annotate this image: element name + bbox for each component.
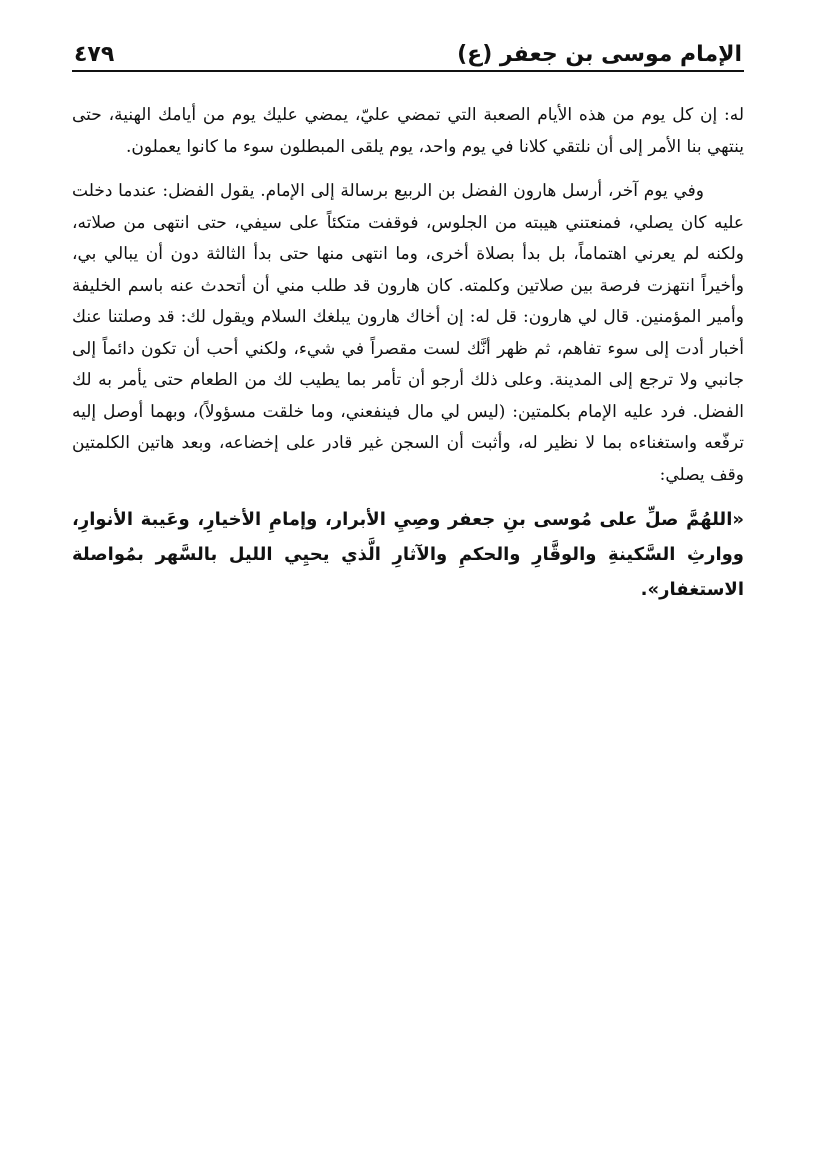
body-text bbox=[72, 100, 744, 607]
running-title: الإمام موسى بن جعفر (ع) bbox=[457, 42, 742, 67]
paragraph-2: وفي يوم آخر، أرسل هارون الفضل بن الربيع برسالة إلى الإمام. يقول الفضل: عندما دخلت عليه كان يصلي، فمنعتني هيبته من الجلوس، فوقفت متكئاً على سيفي، حتى انتهى من صلاته، ولكنه لم يعرني اهتماماً، بل بدأ بصلاة أخرى، وما انتهى منها حتى بدأ الثالثة دون أن يبالي بي، وأخيراً انتهزت فرصة بين صلاتين وكلمته. كان هارون قد طلب مني أن أتحدث عنه باسم الخليفة وأمير المؤمنين. قال لي هارون: قل له: إن أخاك هارون يبلغك السلام ويقول لك: قد وصلتنا عنك أخبار أدت إلى سوء تفاهم، ثم ظهر أنَّك لست مقصراً في شيء، ولكني أحب أن تكون دائماً إلى جانبي ولا ترجع إلى المدينة. وعلى ذلك أرجو أن تأمر بما يطيب لك من الطعام حتى يأمر به لك الفضل. فرد عليه الإمام بكلمتين: (ليس لي مال فينفعني، وما خلقت مسؤولاً)، وبهما أوصل إليه ترفّعه واستغناءه بما لا نظير له، وأثبت أن السجن غير قادر على إخضاعه، وبعد هاتين الكلمتين وقف يصلي: bbox=[72, 181, 744, 485]
page-header bbox=[72, 26, 744, 72]
prayer-quote: «اللهُمَّ صلِّ على مُوسى بنِ جعفر وصِيِ الأبرار، وإمامِ الأخيارِ، وعَيبة الأنوارِ، ووارثِ السَّكينةِ والوقَّارِ والحكمِ والآثارِ الَّذي يحيِي الليل بالسَّهر بمُواصلة الاستغفار». bbox=[72, 509, 744, 600]
page-number: ٤٧٩ bbox=[74, 42, 115, 67]
document-page bbox=[72, 26, 744, 607]
paragraph-1: له: إن كل يوم من هذه الأيام الصعبة التي تمضي عليّ، يمضي عليك يوم من أيامك الهنية، حتى ينتهي بنا الأمر إلى أن نلتقي كلانا في يوم واحد، يوم يلقى المبطلون سوء ما كانوا يعملون. bbox=[72, 105, 744, 157]
